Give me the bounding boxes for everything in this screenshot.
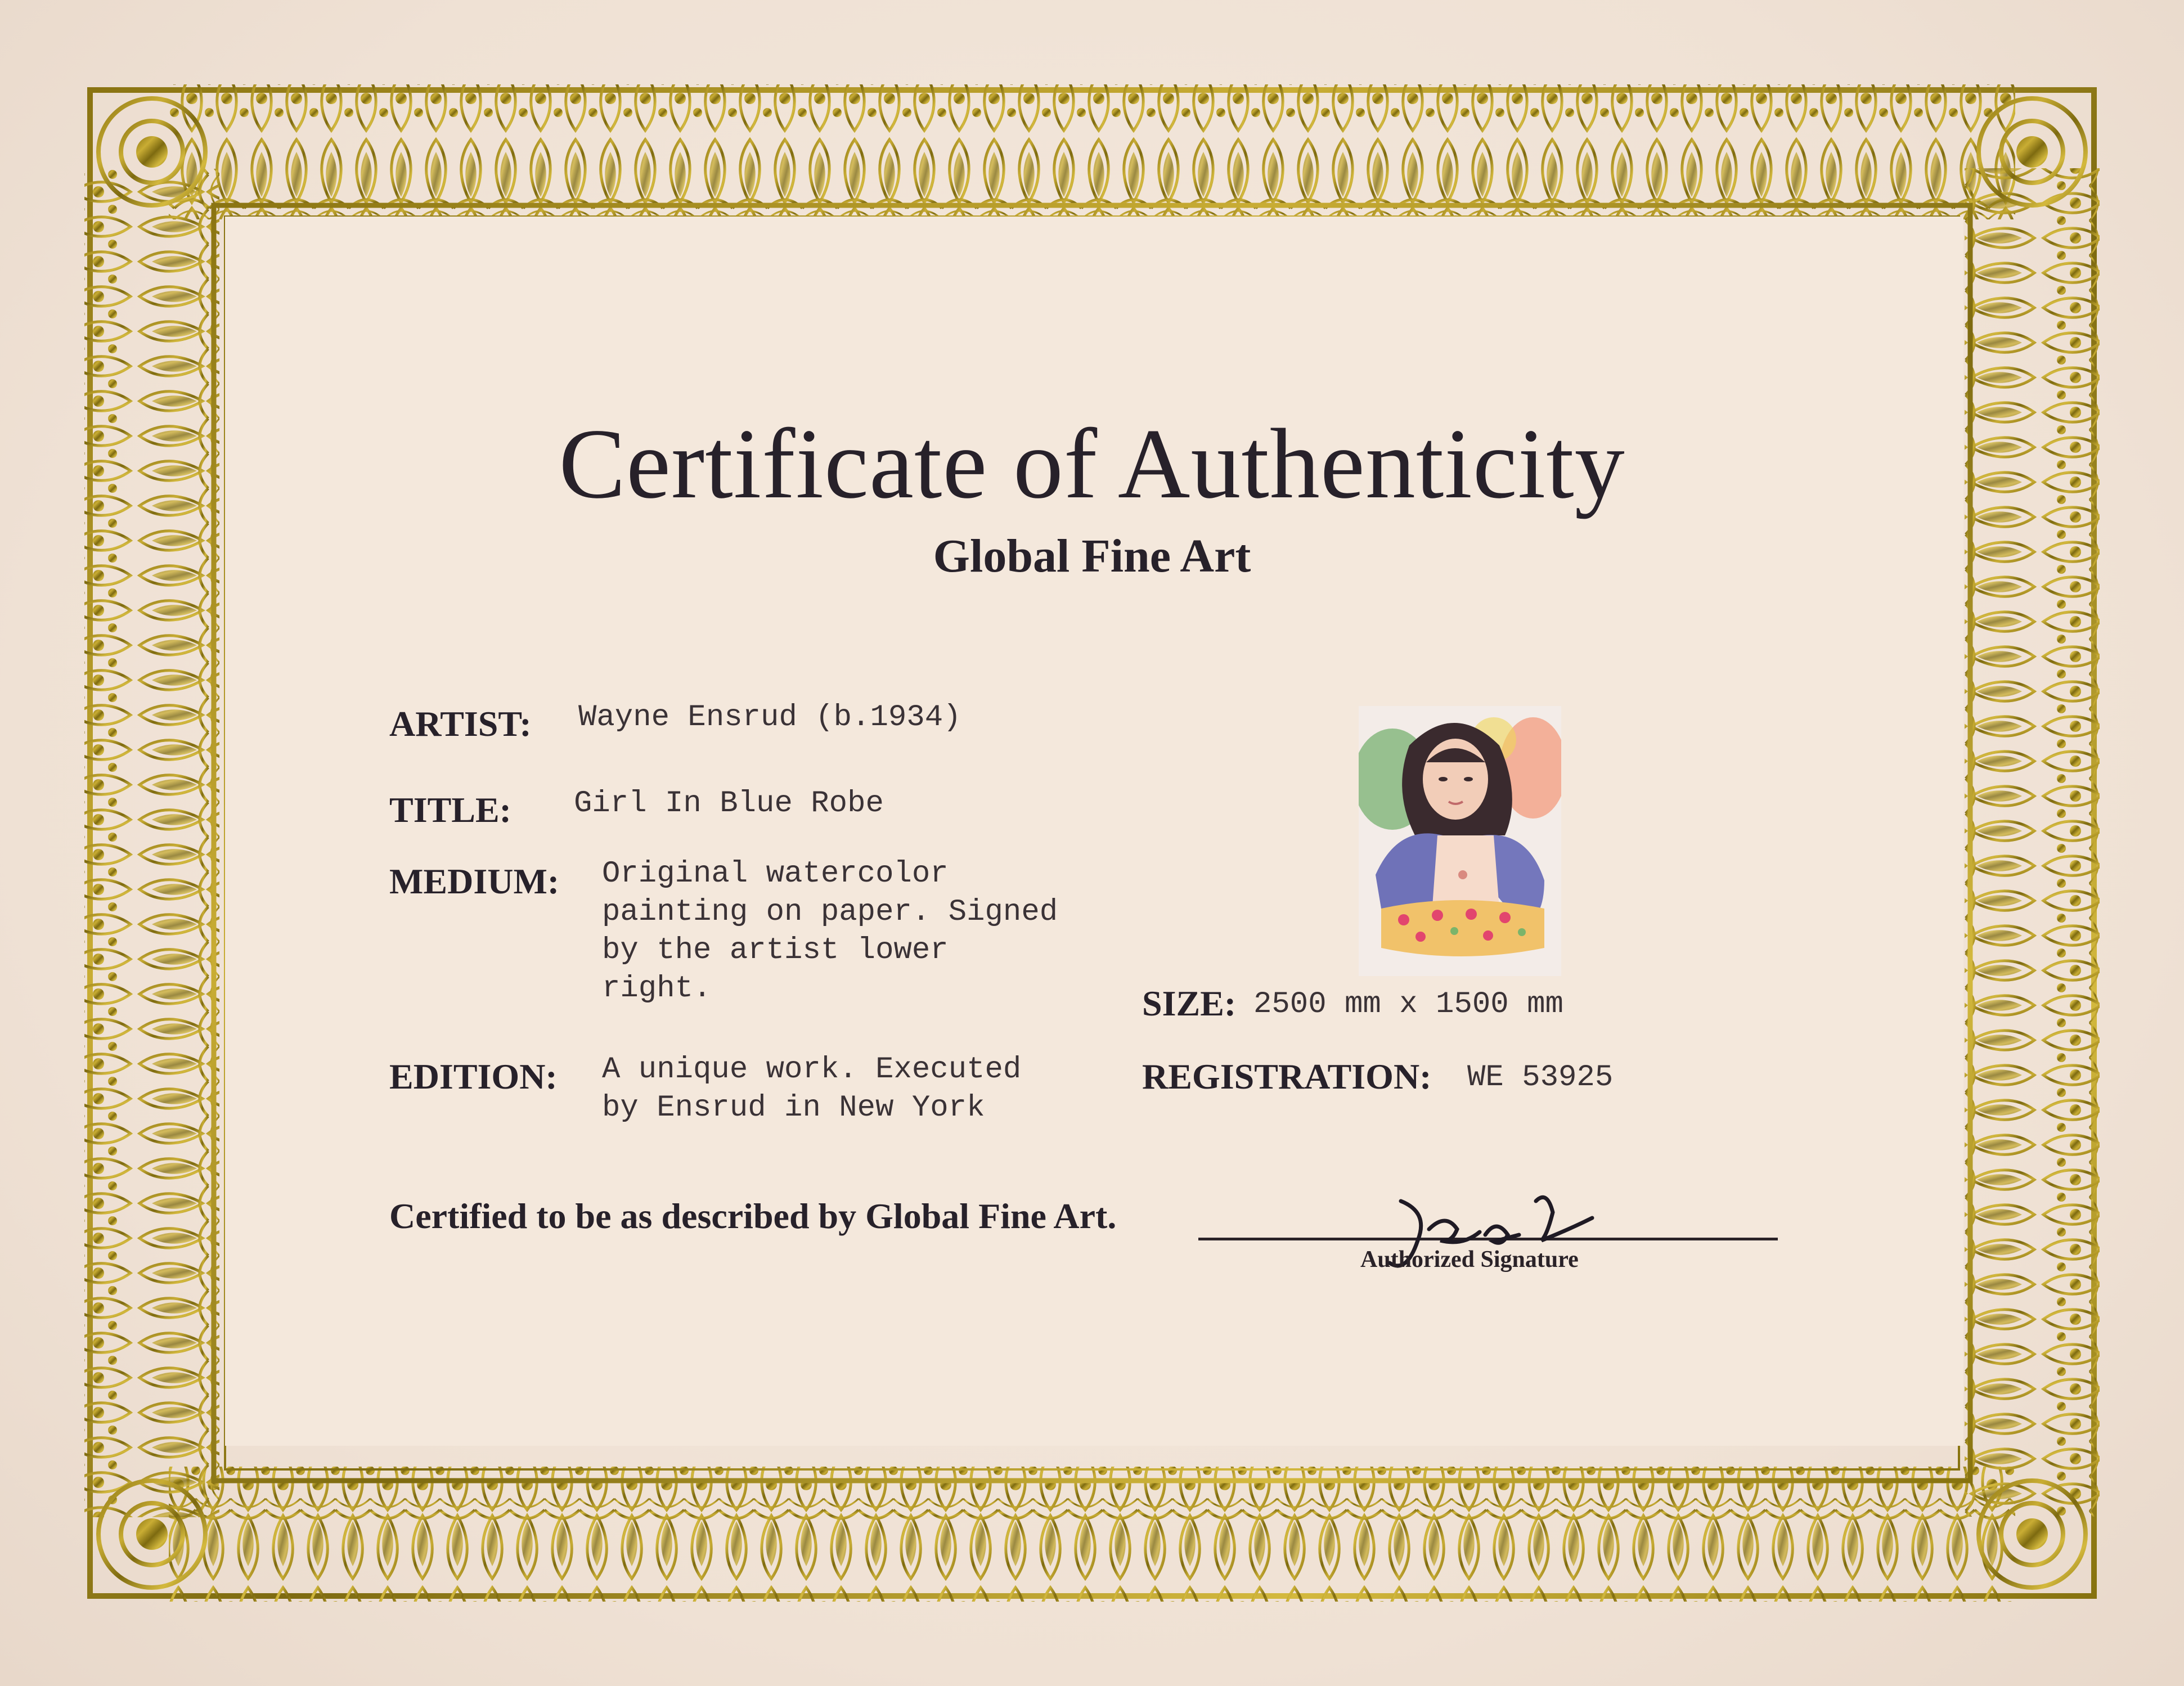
edition-line: A unique work. Executed — [602, 1053, 1022, 1087]
size-label: SIZE: — [1142, 983, 1237, 1023]
certificate-panel — [225, 217, 1963, 1446]
medium-line: by the artist lower — [602, 933, 949, 968]
title-label: TITLE: — [389, 790, 511, 830]
medium-line: Original watercolor — [602, 857, 949, 891]
medium-label: MEDIUM: — [389, 861, 560, 901]
medium-line: painting on paper. Signed — [602, 895, 1058, 929]
medium-line: right. — [602, 972, 712, 1006]
registration-value: WE 53925 — [1467, 1060, 1614, 1095]
certificate-title: Certificate of Authenticity — [559, 408, 1625, 519]
registration-label: REGISTRATION: — [1142, 1056, 1432, 1096]
edition-label: EDITION: — [389, 1056, 558, 1096]
artist-value: Wayne Ensrud (b.1934) — [578, 700, 961, 735]
edition-line: by Ensrud in New York — [602, 1091, 985, 1125]
title-value: Girl In Blue Robe — [574, 786, 884, 821]
certification-statement: Certified to be as described by Global Fine Art. — [389, 1196, 1117, 1236]
artwork-thumbnail — [1359, 706, 1561, 976]
authorized-signature-label: Authorized Signature — [1360, 1247, 1579, 1273]
size-value: 2500 mm x 1500 mm — [1253, 987, 1563, 1022]
issuer-name: Global Fine Art — [933, 530, 1251, 582]
artist-label: ARTIST: — [389, 704, 532, 744]
